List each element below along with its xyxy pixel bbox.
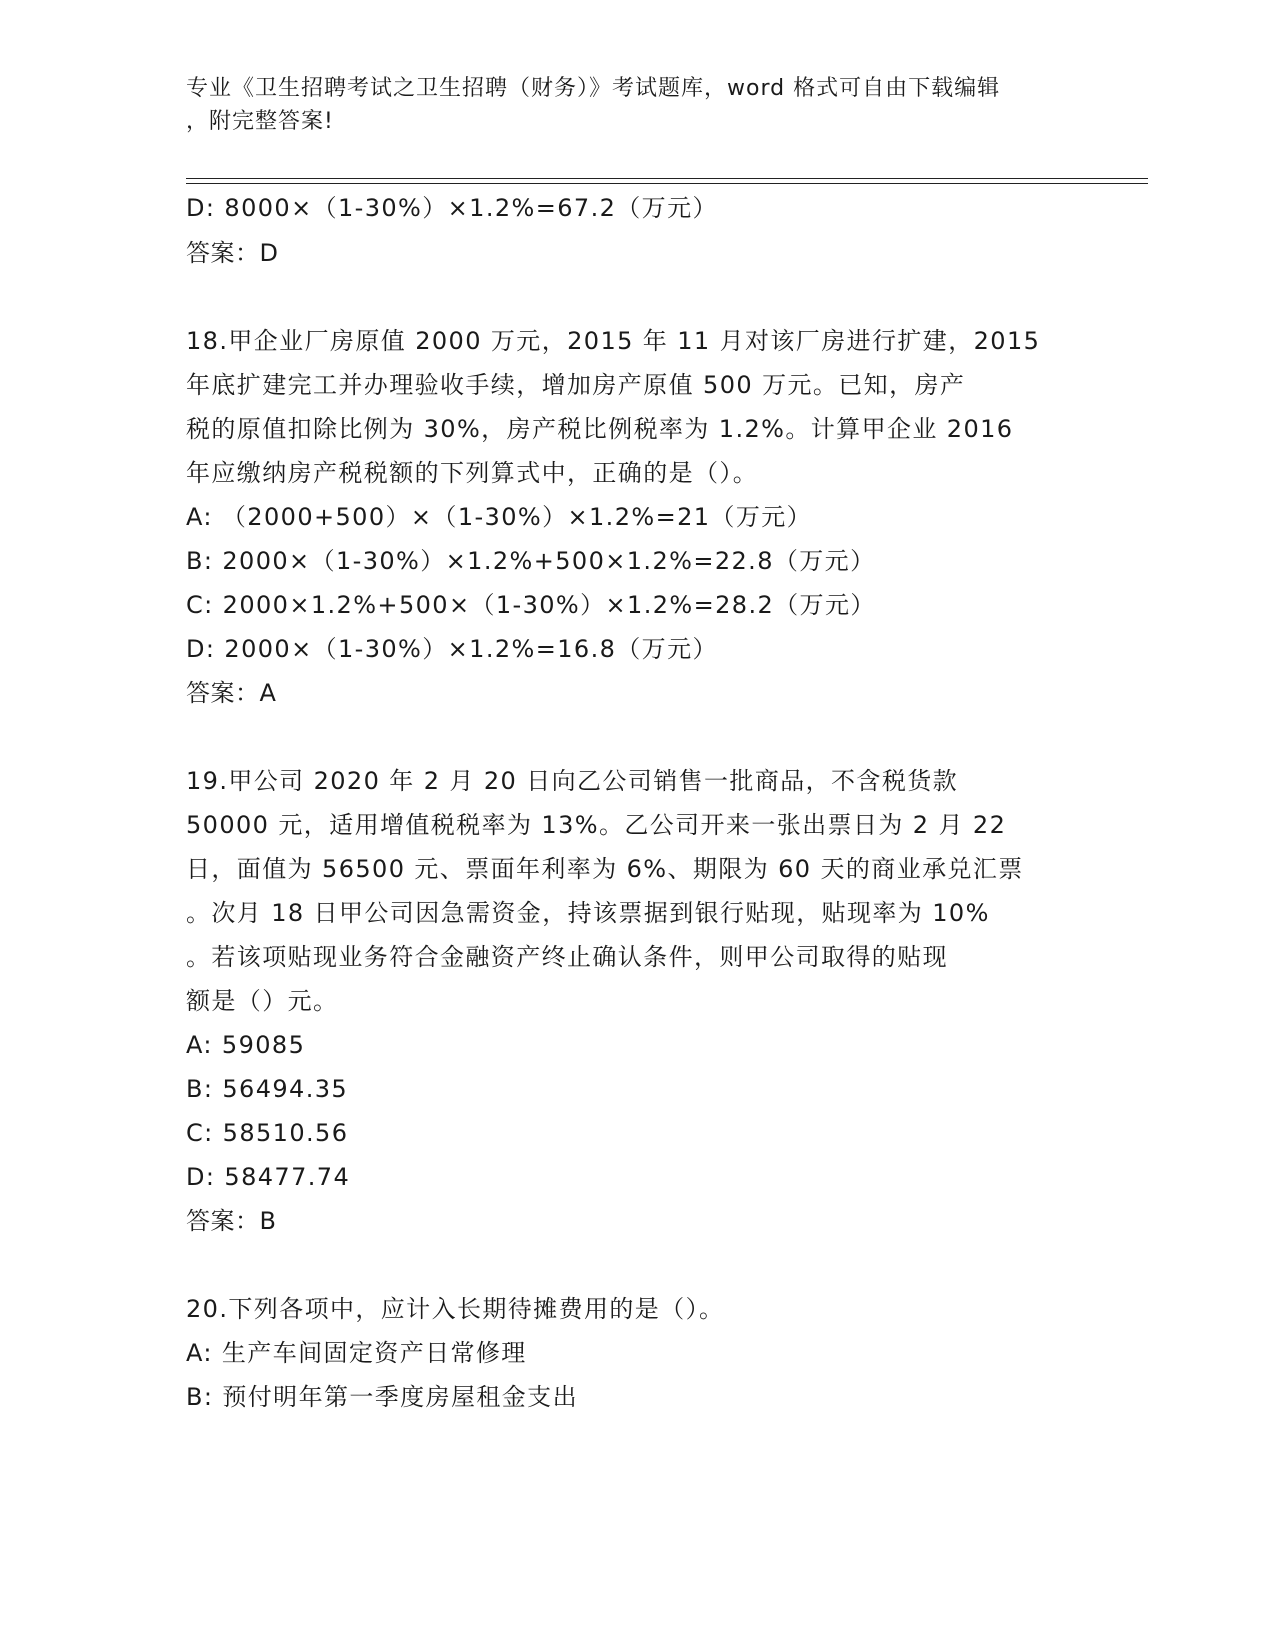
option-line: B: 2000×（1-30%）×1.2%+500×1.2%=22.8（万元）	[186, 547, 876, 575]
question-line: 20.下列各项中，应计入长期待摊费用的是（）。	[186, 1295, 725, 1323]
option-line: A: 59085	[186, 1031, 306, 1059]
header-divider-bottom	[186, 183, 1148, 184]
question-line: 19.甲公司 2020 年 2 月 20 日向乙公司销售一批商品，不含税货款	[186, 767, 959, 795]
header-line-1: 专业《卫生招聘考试之卫生招聘（财务）》考试题库，word 格式可自由下载编辑	[186, 76, 1001, 101]
question-line: 额是（）元。	[186, 987, 339, 1015]
option-line: B: 预付明年第一季度房屋租金支出	[186, 1383, 578, 1411]
option-line: B: 56494.35	[186, 1075, 349, 1103]
answer-line: 答案：D	[186, 239, 279, 267]
question-line: 。若该项贴现业务符合金融资产终止确认条件，则甲公司取得的贴现	[186, 943, 948, 971]
option-line: D: 2000×（1-30%）×1.2%=16.8（万元）	[186, 635, 718, 663]
document-header	[186, 72, 1066, 138]
question-line: 年底扩建完工并办理验收手续，增加房产原值 500 万元。已知，房产	[186, 371, 966, 399]
option-line: D: 58477.74	[186, 1163, 351, 1191]
question-line: 50000 元，适用增值税税率为 13%。乙公司开来一张出票日为 2 月 22	[186, 811, 1007, 839]
question-line: 18.甲企业厂房原值 2000 万元，2015 年 11 月对该厂房进行扩建，2015	[186, 327, 1041, 355]
option-line: A: 生产车间固定资产日常修理	[186, 1339, 527, 1367]
answer-line: 答案：B	[186, 1207, 277, 1235]
question-line: 税的原值扣除比例为 30%，房产税比例税率为 1.2%。计算甲企业 2016	[186, 415, 1014, 443]
header-divider-top	[186, 178, 1148, 179]
answer-line: 答案：A	[186, 679, 277, 707]
question-line: 日，面值为 56500 元、票面年利率为 6%、期限为 60 天的商业承兑汇票	[186, 855, 1024, 883]
question-line: 。次月 18 日甲公司因急需资金，持该票据到银行贴现，贴现率为 10%	[186, 899, 990, 927]
header-line-2: ，附完整答案!	[186, 109, 334, 134]
question-line: 年应缴纳房产税税额的下列算式中，正确的是（）。	[186, 459, 759, 487]
option-line: D: 8000×（1-30%）×1.2%=67.2（万元）	[186, 194, 718, 222]
option-line: C: 2000×1.2%+500×（1-30%）×1.2%=28.2（万元）	[186, 591, 876, 619]
option-line: A: （2000+500）×（1-30%）×1.2%=21（万元）	[186, 503, 813, 531]
option-line: C: 58510.56	[186, 1119, 349, 1147]
